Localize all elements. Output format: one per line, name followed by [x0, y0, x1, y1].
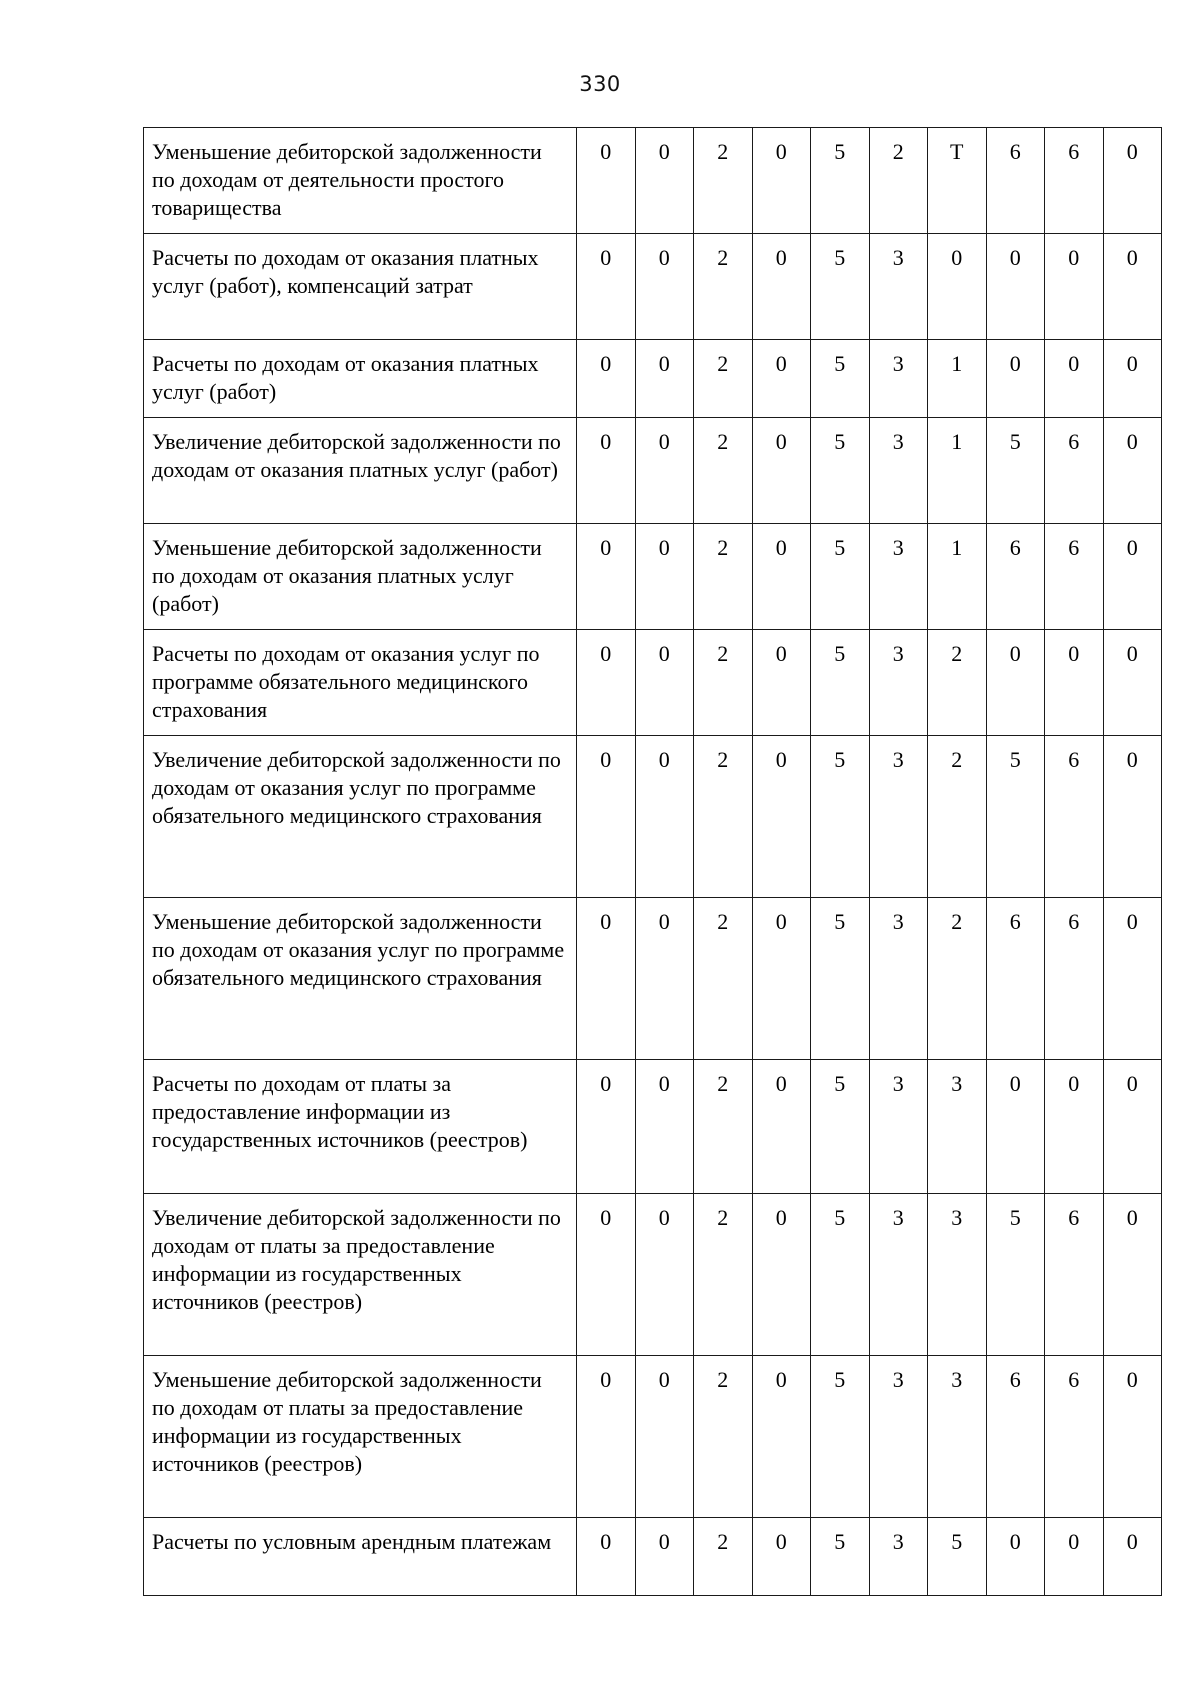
code-digit: 5	[811, 234, 870, 340]
code-digit: 0	[1103, 128, 1162, 234]
code-digit: 3	[869, 736, 928, 898]
code-digit: 0	[1103, 736, 1162, 898]
code-digit: 5	[986, 418, 1045, 524]
code-digit: 0	[1045, 630, 1104, 736]
code-digit: 3	[869, 1356, 928, 1518]
account-code-table	[143, 127, 1162, 1596]
code-digit: 0	[577, 898, 636, 1060]
code-digit: 1	[928, 340, 987, 418]
code-digit: 0	[1103, 418, 1162, 524]
table-row	[144, 128, 1162, 234]
account-description: Расчеты по доходам от оказания услуг по программе обязательного медицинского страхования	[144, 630, 577, 736]
code-digit: 2	[694, 418, 753, 524]
code-digit: 0	[635, 1060, 694, 1194]
code-digit: 0	[752, 630, 811, 736]
code-digit: 0	[1103, 340, 1162, 418]
code-digit: 2	[928, 898, 987, 1060]
table-row	[144, 1356, 1162, 1518]
code-digit: 0	[1103, 1194, 1162, 1356]
code-digit: 0	[752, 1194, 811, 1356]
code-digit: 6	[1045, 1194, 1104, 1356]
code-digit: 0	[752, 898, 811, 1060]
code-digit: 0	[635, 128, 694, 234]
account-description: Расчеты по доходам от платы за предоставление информации из государственных источников (реестров)	[144, 1060, 577, 1194]
code-digit: 0	[752, 1060, 811, 1194]
code-digit: 0	[752, 736, 811, 898]
table-row	[144, 418, 1162, 524]
code-digit: 5	[811, 1194, 870, 1356]
account-description: Уменьшение дебиторской задолженности по доходам от оказания платных услуг (работ)	[144, 524, 577, 630]
account-description: Увеличение дебиторской задолженности по доходам от оказания услуг по программе обязательного медицинского страхования	[144, 736, 577, 898]
code-digit: 5	[811, 1060, 870, 1194]
code-digit: 2	[694, 234, 753, 340]
account-description: Расчеты по условным арендным платежам	[144, 1518, 577, 1596]
code-digit: 0	[577, 1060, 636, 1194]
code-digit: 0	[1103, 1356, 1162, 1518]
code-digit: 5	[811, 524, 870, 630]
code-digit: 2	[928, 736, 987, 898]
code-digit: 3	[869, 340, 928, 418]
code-digit: 5	[986, 1194, 1045, 1356]
code-digit: 6	[986, 128, 1045, 234]
code-digit: 0	[635, 1194, 694, 1356]
code-digit: 0	[635, 1356, 694, 1518]
table-row	[144, 1194, 1162, 1356]
code-digit: 0	[1103, 898, 1162, 1060]
code-digit: 0	[1103, 234, 1162, 340]
code-digit: 0	[1045, 340, 1104, 418]
code-digit: 5	[811, 630, 870, 736]
code-digit: 1	[928, 418, 987, 524]
code-digit: 0	[1045, 1060, 1104, 1194]
code-digit: 0	[752, 418, 811, 524]
code-digit: 3	[869, 630, 928, 736]
code-digit: 6	[1045, 898, 1104, 1060]
code-digit: Т	[928, 128, 987, 234]
code-digit: 6	[1045, 128, 1104, 234]
table-row	[144, 234, 1162, 340]
code-digit: 0	[928, 234, 987, 340]
code-digit: 2	[869, 128, 928, 234]
code-digit: 0	[1045, 1518, 1104, 1596]
table-row	[144, 630, 1162, 736]
code-digit: 5	[811, 1518, 870, 1596]
code-digit: 0	[635, 630, 694, 736]
code-digit: 0	[986, 340, 1045, 418]
code-digit: 0	[752, 128, 811, 234]
code-digit: 2	[694, 340, 753, 418]
account-description: Увеличение дебиторской задолженности по доходам от платы за предоставление информации из государственных источников (реестров)	[144, 1194, 577, 1356]
account-description: Расчеты по доходам от оказания платных услуг (работ), компенсаций затрат	[144, 234, 577, 340]
code-digit: 2	[694, 1518, 753, 1596]
code-digit: 2	[694, 898, 753, 1060]
code-digit: 5	[928, 1518, 987, 1596]
code-digit: 6	[986, 898, 1045, 1060]
code-digit: 0	[577, 1356, 636, 1518]
table-row	[144, 898, 1162, 1060]
code-digit: 5	[811, 340, 870, 418]
code-digit: 0	[752, 234, 811, 340]
code-digit: 0	[752, 340, 811, 418]
code-digit: 0	[577, 524, 636, 630]
code-digit: 0	[635, 418, 694, 524]
code-digit: 6	[986, 1356, 1045, 1518]
account-description: Увеличение дебиторской задолженности по доходам от оказания платных услуг (работ)	[144, 418, 577, 524]
account-description: Расчеты по доходам от оказания платных услуг (работ)	[144, 340, 577, 418]
code-digit: 5	[811, 418, 870, 524]
table-row	[144, 736, 1162, 898]
code-digit: 3	[869, 524, 928, 630]
code-digit: 0	[1103, 524, 1162, 630]
code-digit: 0	[1103, 1060, 1162, 1194]
code-digit: 3	[869, 1060, 928, 1194]
table-row	[144, 1060, 1162, 1194]
code-digit: 2	[694, 524, 753, 630]
code-digit: 0	[635, 736, 694, 898]
code-digit: 6	[1045, 736, 1104, 898]
table-row	[144, 1518, 1162, 1596]
code-digit: 3	[869, 234, 928, 340]
code-digit: 0	[635, 898, 694, 1060]
code-digit: 0	[1045, 234, 1104, 340]
code-digit: 2	[694, 1060, 753, 1194]
code-digit: 2	[694, 736, 753, 898]
code-digit: 2	[694, 630, 753, 736]
code-digit: 0	[986, 234, 1045, 340]
code-digit: 6	[986, 524, 1045, 630]
code-digit: 2	[694, 1356, 753, 1518]
account-description: Уменьшение дебиторской задолженности по доходам от деятельности простого товарищества	[144, 128, 577, 234]
code-digit: 5	[811, 736, 870, 898]
code-digit: 2	[928, 630, 987, 736]
code-digit: 6	[1045, 524, 1104, 630]
code-digit: 3	[869, 418, 928, 524]
code-digit: 3	[869, 898, 928, 1060]
code-digit: 2	[694, 128, 753, 234]
account-description: Уменьшение дебиторской задолженности по доходам от оказания услуг по программе обязательного медицинского страхования	[144, 898, 577, 1060]
code-digit: 0	[577, 736, 636, 898]
code-digit: 0	[577, 418, 636, 524]
code-digit: 6	[1045, 418, 1104, 524]
code-digit: 0	[577, 1518, 636, 1596]
table-row	[144, 524, 1162, 630]
code-digit: 0	[635, 524, 694, 630]
code-digit: 0	[1103, 1518, 1162, 1596]
code-digit: 5	[811, 898, 870, 1060]
code-digit: 0	[635, 1518, 694, 1596]
page-number: 330	[579, 72, 621, 96]
code-digit: 6	[1045, 1356, 1104, 1518]
code-digit: 3	[928, 1356, 987, 1518]
code-digit: 3	[928, 1194, 987, 1356]
code-digit: 0	[986, 630, 1045, 736]
code-digit: 0	[752, 1356, 811, 1518]
code-digit: 0	[577, 340, 636, 418]
code-digit: 0	[986, 1518, 1045, 1596]
code-digit: 5	[811, 1356, 870, 1518]
code-digit: 0	[635, 340, 694, 418]
code-digit: 0	[752, 1518, 811, 1596]
code-digit: 3	[869, 1518, 928, 1596]
code-digit: 5	[811, 128, 870, 234]
code-digit: 0	[752, 524, 811, 630]
code-digit: 3	[928, 1060, 987, 1194]
code-digit: 0	[577, 1194, 636, 1356]
code-digit: 1	[928, 524, 987, 630]
code-digit: 0	[1103, 630, 1162, 736]
code-digit: 3	[869, 1194, 928, 1356]
code-digit: 0	[577, 234, 636, 340]
code-digit: 0	[986, 1060, 1045, 1194]
account-description: Уменьшение дебиторской задолженности по доходам от платы за предоставление информации из государственных источников (реестров)	[144, 1356, 577, 1518]
code-digit: 2	[694, 1194, 753, 1356]
table-row	[144, 340, 1162, 418]
code-digit: 5	[986, 736, 1045, 898]
code-digit: 0	[577, 128, 636, 234]
account-code-table-body	[144, 128, 1162, 1596]
code-digit: 0	[635, 234, 694, 340]
code-digit: 0	[577, 630, 636, 736]
